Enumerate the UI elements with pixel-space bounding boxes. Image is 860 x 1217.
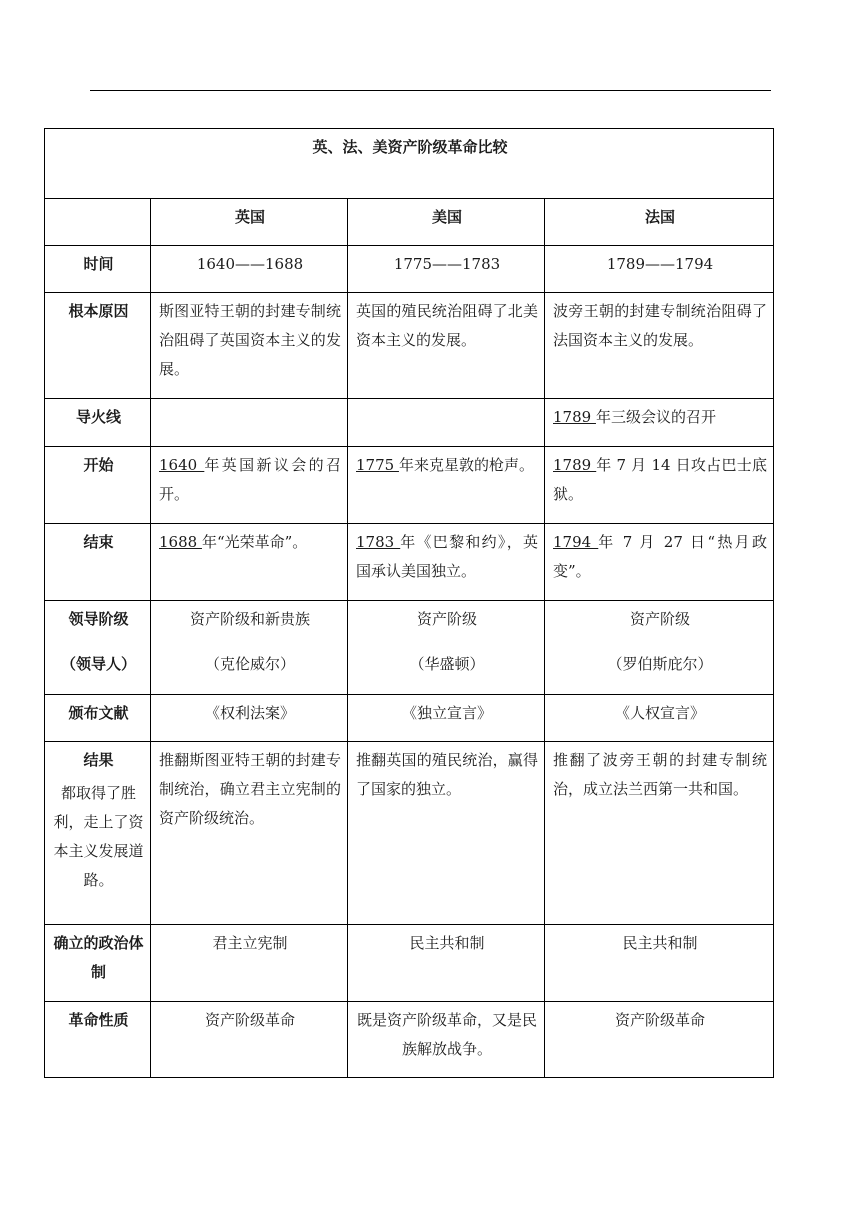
header-france: 法国 <box>545 199 774 246</box>
label-leader-class: 领导阶级 <box>68 610 129 628</box>
start-usa <box>348 447 545 524</box>
time-england: 1640——1688 <box>151 246 348 293</box>
row-cause <box>45 293 774 399</box>
trigger-usa <box>348 399 545 447</box>
start-france <box>545 447 774 524</box>
end-usa-year: 1783 <box>356 533 401 551</box>
label-result <box>45 742 151 925</box>
document-england: 《权利法案》 <box>151 695 348 742</box>
leader-france-class: 资产阶级 <box>630 610 691 628</box>
cause-england: 斯图亚特王朝的封建专制统治阻碍了英国资本主义的发展。 <box>151 293 348 399</box>
trigger-france <box>545 399 774 447</box>
start-usa-text: 年来克星敦的枪声。 <box>398 456 534 474</box>
leader-usa-class: 资产阶级 <box>416 610 477 628</box>
header-row <box>45 199 774 246</box>
header-usa: 美国 <box>348 199 545 246</box>
start-france-year: 1789 <box>553 456 597 474</box>
document-usa: 《独立宣言》 <box>348 695 545 742</box>
cause-france: 波旁王朝的封建专制统治阻碍了法国资本主义的发展。 <box>545 293 774 399</box>
row-document <box>45 695 774 742</box>
header-rule <box>90 90 771 91</box>
comparison-table <box>44 128 774 1078</box>
time-usa: 1775——1783 <box>348 246 545 293</box>
start-england <box>151 447 348 524</box>
nature-england: 资产阶级革命 <box>151 1002 348 1078</box>
title-row <box>45 129 774 199</box>
leader-england-person: （克伦威尔） <box>204 655 295 673</box>
trigger-france-text: 年三级会议的召开 <box>595 408 716 426</box>
row-time <box>45 246 774 293</box>
leader-usa <box>348 601 545 695</box>
end-france-text: 年 7 月 27 日“热月政变”。 <box>553 533 768 580</box>
label-time: 时间 <box>45 246 151 293</box>
result-usa: 推翻英国的殖民统治，赢得了国家的独立。 <box>348 742 545 925</box>
leader-usa-person: （华盛顿） <box>409 655 485 673</box>
political-usa: 民主共和制 <box>348 925 545 1002</box>
political-england: 君主立宪制 <box>151 925 348 1002</box>
end-usa <box>348 524 545 601</box>
trigger-england <box>151 399 348 447</box>
row-political <box>45 925 774 1002</box>
label-leader-person: （领导人） <box>60 655 136 673</box>
leader-england <box>151 601 348 695</box>
result-france: 推翻了波旁王朝的封建专制统治，成立法兰西第一共和国。 <box>545 742 774 925</box>
cause-usa: 英国的殖民统治阻碍了北美资本主义的发展。 <box>348 293 545 399</box>
row-result <box>45 742 774 925</box>
nature-usa: 既是资产阶级革命，又是民族解放战争。 <box>348 1002 545 1078</box>
row-trigger <box>45 399 774 447</box>
start-england-year: 1640 <box>159 456 205 474</box>
header-england: 英国 <box>151 199 348 246</box>
political-france: 民主共和制 <box>545 925 774 1002</box>
label-result-title: 结果 <box>83 751 114 769</box>
result-note: 都取得了胜利，走上了资本主义发展道路。 <box>53 784 144 889</box>
end-england <box>151 524 348 601</box>
end-france-year: 1794 <box>553 533 599 551</box>
start-england-text: 年英国新议会的召开。 <box>159 456 341 503</box>
document-france: 《人权宣言》 <box>545 695 774 742</box>
end-usa-text: 年《巴黎和约》，英国承认美国独立。 <box>356 533 538 580</box>
label-start: 开始 <box>45 447 151 524</box>
end-england-text: 年“光荣革命”。 <box>201 533 308 551</box>
row-nature <box>45 1002 774 1078</box>
label-end: 结束 <box>45 524 151 601</box>
leader-england-class: 资产阶级和新贵族 <box>189 610 310 628</box>
start-france-text: 年 7 月 14 日攻占巴士底狱。 <box>553 456 768 503</box>
label-trigger: 导火线 <box>45 399 151 447</box>
label-document: 颁布文献 <box>45 695 151 742</box>
start-usa-year: 1775 <box>356 456 399 474</box>
end-england-year: 1688 <box>159 533 202 551</box>
nature-france: 资产阶级革命 <box>545 1002 774 1078</box>
label-political: 确立的政治体制 <box>45 925 151 1002</box>
trigger-france-year: 1789 <box>553 408 596 426</box>
row-start <box>45 447 774 524</box>
leader-france <box>545 601 774 695</box>
end-france <box>545 524 774 601</box>
row-leader <box>45 601 774 695</box>
corner-cell <box>45 199 151 246</box>
table-title: 英、法、美资产阶级革命比较 <box>45 129 774 199</box>
result-england: 推翻斯图亚特王朝的封建专制统治，确立君主立宪制的资产阶级统治。 <box>151 742 348 925</box>
time-france: 1789——1794 <box>545 246 774 293</box>
label-leader <box>45 601 151 695</box>
label-nature: 革命性质 <box>45 1002 151 1078</box>
row-end <box>45 524 774 601</box>
leader-france-person: （罗伯斯庇尔） <box>607 655 713 673</box>
label-cause: 根本原因 <box>45 293 151 399</box>
